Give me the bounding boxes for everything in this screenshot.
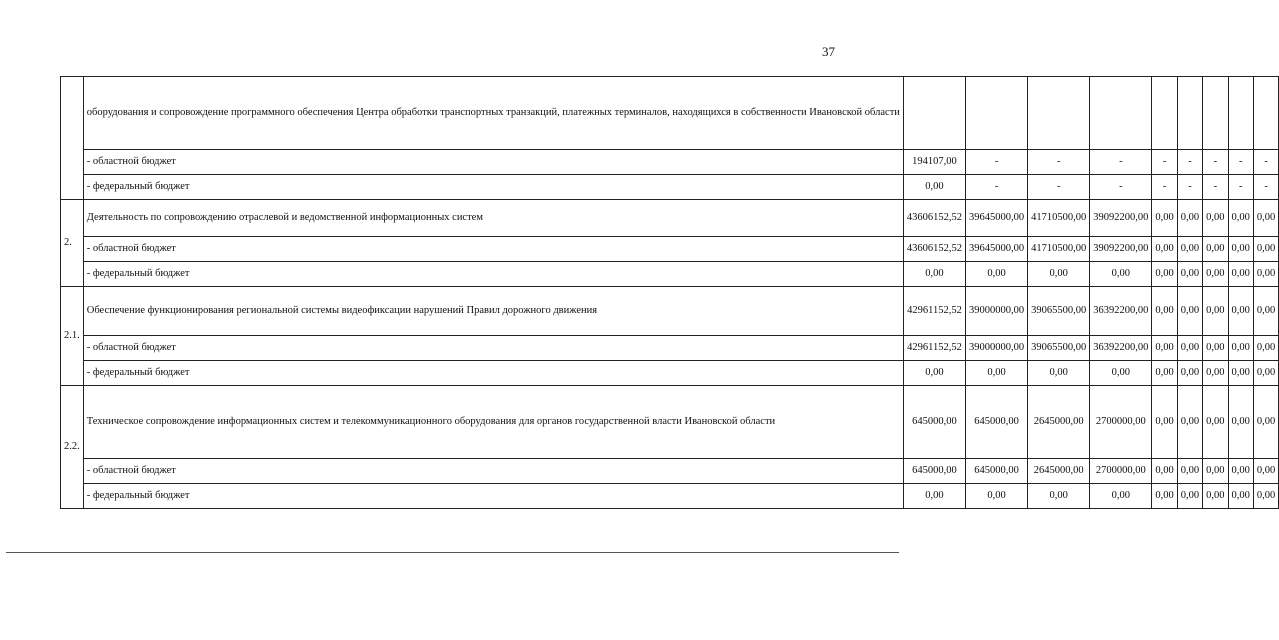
value-cell: - (1090, 175, 1152, 200)
value-cell: 0,00 (1177, 336, 1202, 361)
value-cell: 0,00 (1177, 459, 1202, 484)
value-cell: 0,00 (1228, 386, 1253, 459)
value-cell: 43606152,52 (903, 237, 965, 262)
value-cell: - (1090, 150, 1152, 175)
value-cell (1203, 77, 1228, 150)
value-cell: 2700000,00 (1090, 459, 1152, 484)
value-cell: 39065500,00 (1028, 336, 1090, 361)
value-cell: 0,00 (1152, 287, 1177, 336)
table-row (61, 77, 1279, 150)
row-description: - областной бюджет (83, 237, 903, 262)
value-cell (1253, 77, 1278, 150)
value-cell: - (1177, 175, 1202, 200)
value-cell: 0,00 (1203, 361, 1228, 386)
value-cell (1090, 77, 1152, 150)
row-description: - федеральный бюджет (83, 361, 903, 386)
value-cell: 0,00 (1090, 262, 1152, 287)
value-cell (966, 77, 1028, 150)
row-description: - федеральный бюджет (83, 175, 903, 200)
value-cell: 2645000,00 (1028, 459, 1090, 484)
value-cell (1228, 77, 1253, 150)
row-description: Техническое сопровождение информационных систем и телекоммуникационного оборудования для органов государственной власти Ивановской области (83, 386, 903, 459)
table-row (61, 287, 1279, 336)
value-cell: - (966, 175, 1028, 200)
value-cell: 0,00 (1090, 484, 1152, 509)
value-cell: 0,00 (1203, 237, 1228, 262)
value-cell: 42961152,52 (903, 287, 965, 336)
value-cell: 0,00 (1253, 361, 1278, 386)
row-description: - областной бюджет (83, 459, 903, 484)
value-cell: 0,00 (1177, 361, 1202, 386)
value-cell: 2700000,00 (1090, 386, 1152, 459)
value-cell: 42961152,52 (903, 336, 965, 361)
value-cell: 0,00 (1152, 484, 1177, 509)
value-cell: 0,00 (903, 175, 965, 200)
value-cell: 0,00 (1152, 237, 1177, 262)
value-cell: 0,00 (1253, 200, 1278, 237)
row-description: - федеральный бюджет (83, 262, 903, 287)
value-cell: 0,00 (966, 262, 1028, 287)
table-row (61, 361, 1279, 386)
table-row (61, 386, 1279, 459)
value-cell: 39645000,00 (966, 237, 1028, 262)
value-cell: 0,00 (1228, 287, 1253, 336)
value-cell: - (1253, 175, 1278, 200)
value-cell: 0,00 (1152, 386, 1177, 459)
row-description: - областной бюджет (83, 150, 903, 175)
table-row (61, 459, 1279, 484)
value-cell: 0,00 (966, 484, 1028, 509)
value-cell: 0,00 (1028, 262, 1090, 287)
table-row (61, 237, 1279, 262)
value-cell: 0,00 (1203, 262, 1228, 287)
value-cell: - (966, 150, 1028, 175)
value-cell: - (1152, 150, 1177, 175)
row-description: - областной бюджет (83, 336, 903, 361)
row-description: - федеральный бюджет (83, 484, 903, 509)
value-cell: 0,00 (1152, 200, 1177, 237)
value-cell: 645000,00 (903, 386, 965, 459)
value-cell (1028, 77, 1090, 150)
value-cell: 0,00 (1152, 459, 1177, 484)
table-row (61, 484, 1279, 509)
value-cell: 0,00 (1203, 287, 1228, 336)
value-cell: 0,00 (1253, 484, 1278, 509)
value-cell: 0,00 (1028, 361, 1090, 386)
value-cell: 0,00 (1203, 200, 1228, 237)
table-row (61, 175, 1279, 200)
value-cell: - (1228, 175, 1253, 200)
value-cell: 0,00 (1152, 336, 1177, 361)
value-cell: 0,00 (1228, 336, 1253, 361)
row-number: 2. (61, 200, 84, 287)
value-cell: 36392200,00 (1090, 287, 1152, 336)
value-cell: 0,00 (1228, 361, 1253, 386)
value-cell: 0,00 (1177, 386, 1202, 459)
row-description: Деятельность по сопровождению отраслевой и ведомственной информационных систем (83, 200, 903, 237)
value-cell: - (1228, 150, 1253, 175)
value-cell (1177, 77, 1202, 150)
value-cell: - (1028, 175, 1090, 200)
value-cell: 0,00 (1203, 459, 1228, 484)
value-cell: 39065500,00 (1028, 287, 1090, 336)
value-cell: 0,00 (1253, 459, 1278, 484)
value-cell: 0,00 (966, 361, 1028, 386)
row-description: оборудования и сопровождение программного обеспечения Центра обработки транспортных транзакций, платежных терминалов, находящихся в собственности Ивановской области (83, 77, 903, 150)
value-cell: 0,00 (1253, 287, 1278, 336)
value-cell: 0,00 (1177, 484, 1202, 509)
value-cell: 39000000,00 (966, 336, 1028, 361)
value-cell: 0,00 (1228, 459, 1253, 484)
value-cell: 41710500,00 (1028, 237, 1090, 262)
value-cell: 0,00 (1177, 237, 1202, 262)
row-number (61, 77, 84, 200)
value-cell: 39000000,00 (966, 287, 1028, 336)
value-cell: - (1152, 175, 1177, 200)
value-cell: 0,00 (1090, 361, 1152, 386)
value-cell: 0,00 (1177, 262, 1202, 287)
row-number: 2.2. (61, 386, 84, 509)
value-cell: 39645000,00 (966, 200, 1028, 237)
value-cell: 0,00 (1228, 200, 1253, 237)
value-cell: 43606152,52 (903, 200, 965, 237)
table-row (61, 336, 1279, 361)
value-cell: 645000,00 (903, 459, 965, 484)
value-cell: 0,00 (903, 361, 965, 386)
row-description: Обеспечение функционирования региональной системы видеофиксации нарушений Правил дорожного движения (83, 287, 903, 336)
table-row (61, 150, 1279, 175)
value-cell: 645000,00 (966, 459, 1028, 484)
value-cell: - (1177, 150, 1202, 175)
value-cell: 39092200,00 (1090, 200, 1152, 237)
value-cell: 0,00 (1152, 262, 1177, 287)
value-cell: 0,00 (1203, 484, 1228, 509)
value-cell: 0,00 (1203, 336, 1228, 361)
value-cell: - (1028, 150, 1090, 175)
value-cell: 0,00 (1177, 287, 1202, 336)
value-cell: 0,00 (1253, 237, 1278, 262)
table-row (61, 262, 1279, 287)
value-cell: - (1253, 150, 1278, 175)
value-cell: - (1203, 150, 1228, 175)
value-cell: 0,00 (1203, 386, 1228, 459)
value-cell (903, 77, 965, 150)
value-cell: 0,00 (1228, 262, 1253, 287)
page-divider (6, 552, 899, 553)
value-cell: 0,00 (1253, 386, 1278, 459)
value-cell: 2645000,00 (1028, 386, 1090, 459)
table-row (61, 200, 1279, 237)
value-cell: 0,00 (1228, 237, 1253, 262)
value-cell: 645000,00 (966, 386, 1028, 459)
row-number: 2.1. (61, 287, 84, 386)
value-cell (1152, 77, 1177, 150)
value-cell: 0,00 (1253, 336, 1278, 361)
value-cell: 0,00 (1028, 484, 1090, 509)
value-cell: - (1203, 175, 1228, 200)
value-cell: 36392200,00 (1090, 336, 1152, 361)
value-cell: 0,00 (1177, 200, 1202, 237)
value-cell: 0,00 (903, 262, 965, 287)
value-cell: 0,00 (903, 484, 965, 509)
value-cell: 0,00 (1253, 262, 1278, 287)
budget-table (60, 76, 1279, 509)
page-number: 37 (822, 44, 835, 59)
value-cell: 0,00 (1152, 361, 1177, 386)
value-cell: 194107,00 (903, 150, 965, 175)
value-cell: 41710500,00 (1028, 200, 1090, 237)
value-cell: 39092200,00 (1090, 237, 1152, 262)
value-cell: 0,00 (1228, 484, 1253, 509)
